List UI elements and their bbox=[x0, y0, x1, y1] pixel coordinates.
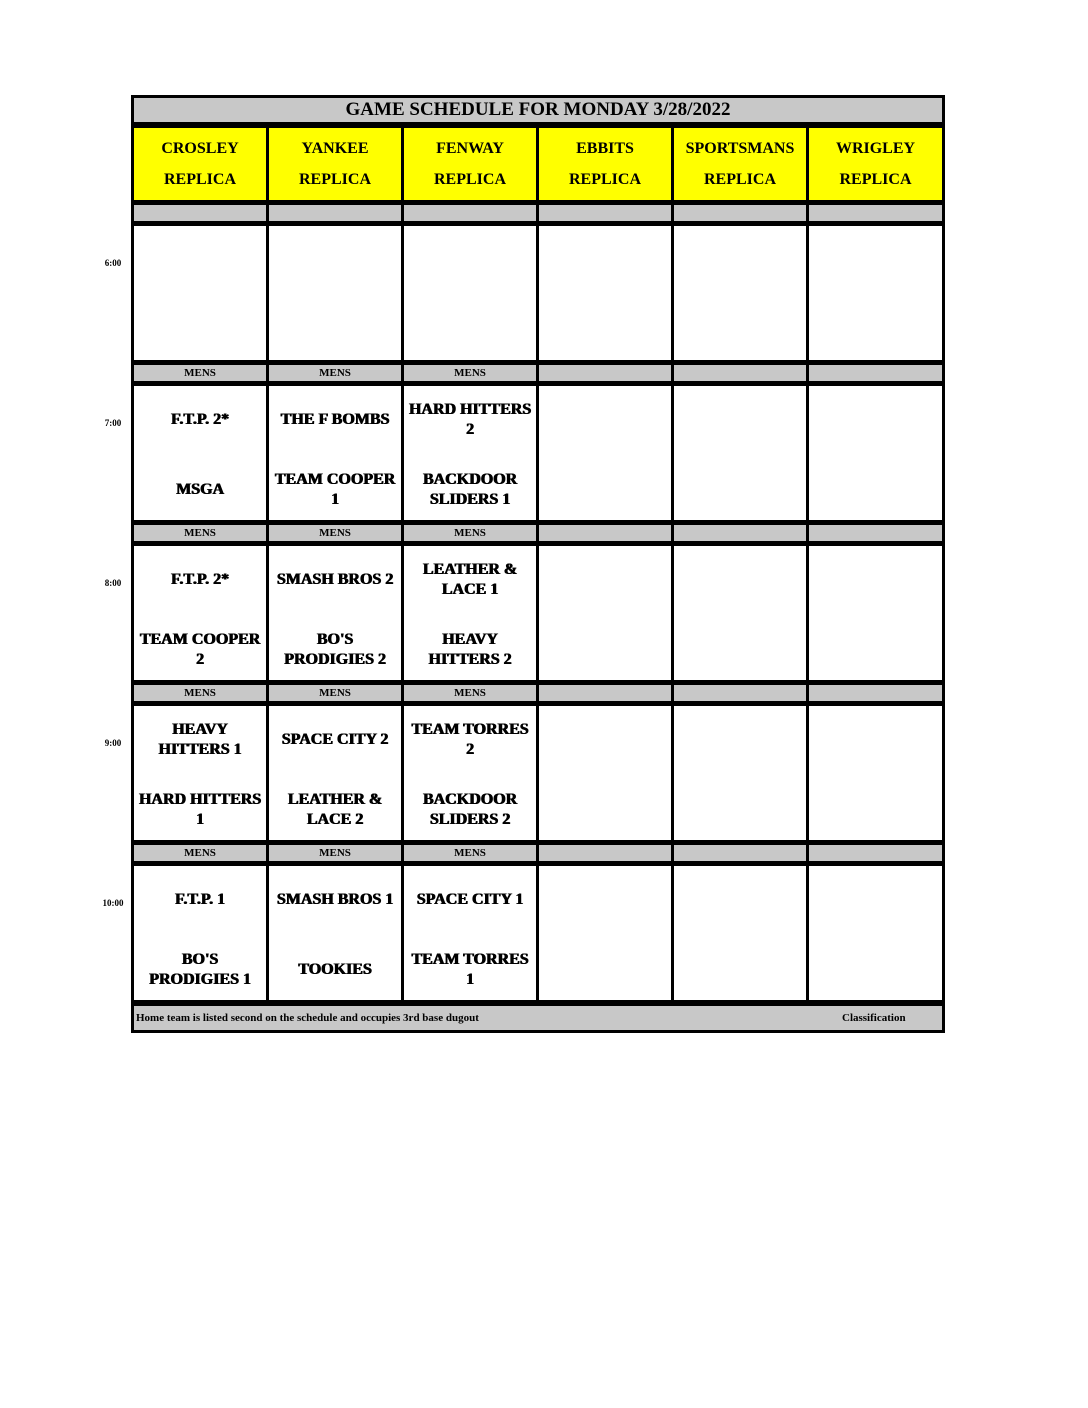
game-cell bbox=[671, 703, 809, 843]
game-row bbox=[131, 703, 945, 843]
game-cell bbox=[131, 383, 269, 523]
classification-cell bbox=[266, 203, 404, 223]
home-team: BO'S PRODIGIES 1 bbox=[149, 951, 251, 988]
game-cell bbox=[671, 223, 809, 363]
venue-header-sportsmans bbox=[671, 125, 809, 203]
schedule-table bbox=[131, 95, 945, 1036]
away-team bbox=[541, 712, 669, 768]
time-label: 8:00 bbox=[104, 578, 122, 588]
away-team bbox=[406, 232, 534, 288]
game-cell bbox=[806, 543, 945, 683]
classification-cell bbox=[536, 843, 674, 863]
classification-cell bbox=[536, 203, 674, 223]
home-team bbox=[811, 462, 940, 518]
game-cell bbox=[401, 383, 539, 523]
game-cell bbox=[131, 703, 269, 843]
classification-cell bbox=[806, 683, 945, 703]
classification-cell bbox=[806, 203, 945, 223]
classification-cell bbox=[401, 203, 539, 223]
away-team bbox=[541, 392, 669, 448]
home-team: TEAM COOPER 2 bbox=[139, 631, 261, 668]
time-label: 10:00 bbox=[102, 898, 124, 908]
away-team bbox=[676, 712, 804, 768]
home-team bbox=[406, 302, 534, 358]
venue-sub: REPLICA bbox=[703, 171, 776, 188]
classification-cell: MENS bbox=[401, 683, 539, 703]
classification-cell bbox=[671, 523, 809, 543]
venue-sub: REPLICA bbox=[839, 171, 912, 188]
venue-name: SPORTSMANS bbox=[685, 140, 795, 157]
game-cell bbox=[806, 383, 945, 523]
venue-header-fenway bbox=[401, 125, 539, 203]
home-team bbox=[676, 622, 804, 678]
away-team: HEAVY HITTERS 1 bbox=[158, 721, 242, 758]
game-row bbox=[131, 383, 945, 523]
home-team: TOOKIES bbox=[298, 961, 372, 978]
home-team: TEAM TORRES 1 bbox=[411, 951, 529, 988]
venue-name: WRIGLEY bbox=[835, 140, 916, 157]
game-cell bbox=[266, 703, 404, 843]
home-team bbox=[676, 942, 804, 998]
game-cell bbox=[536, 863, 674, 1003]
classification-cell bbox=[671, 683, 809, 703]
game-cell bbox=[536, 543, 674, 683]
away-team bbox=[271, 232, 399, 288]
home-team-note: Home team is listed second on the schedule and occupies 3rd base dugout bbox=[136, 1012, 479, 1024]
away-team bbox=[811, 712, 940, 768]
game-cell bbox=[671, 383, 809, 523]
game-cell bbox=[401, 543, 539, 683]
away-team bbox=[676, 232, 804, 288]
away-team bbox=[676, 872, 804, 928]
classification-cell: MENS bbox=[266, 523, 404, 543]
schedule-footer bbox=[131, 1003, 945, 1033]
away-team: LEATHER & LACE 1 bbox=[422, 561, 518, 598]
away-team bbox=[811, 872, 940, 928]
venue-header-row bbox=[131, 125, 945, 203]
venue-header-crosley bbox=[131, 125, 269, 203]
game-cell bbox=[536, 223, 674, 363]
game-cell bbox=[806, 223, 945, 363]
game-cell bbox=[131, 543, 269, 683]
away-team: THE F BOMBS bbox=[280, 411, 390, 428]
home-team: BO'S PRODIGIES 2 bbox=[284, 631, 386, 668]
home-team: BACKDOOR SLIDERS 2 bbox=[422, 791, 518, 828]
classification-row bbox=[131, 203, 945, 223]
classification-cell: MENS bbox=[131, 843, 269, 863]
classification-cell bbox=[536, 523, 674, 543]
venue-sub: REPLICA bbox=[298, 171, 371, 188]
home-team bbox=[541, 462, 669, 518]
venue-name: EBBITS bbox=[576, 140, 634, 157]
classification-cell: MENS bbox=[266, 843, 404, 863]
venue-sub: REPLICA bbox=[568, 171, 641, 188]
classification-cell bbox=[671, 363, 809, 383]
away-team: SPACE CITY 2 bbox=[281, 731, 389, 748]
away-team bbox=[541, 872, 669, 928]
home-team bbox=[136, 302, 264, 358]
away-team bbox=[811, 232, 940, 288]
away-team bbox=[676, 552, 804, 608]
time-label: 9:00 bbox=[104, 738, 122, 748]
classification-cell: MENS bbox=[401, 523, 539, 543]
home-team bbox=[541, 302, 669, 358]
game-row bbox=[131, 223, 945, 363]
home-team bbox=[541, 942, 669, 998]
classification-cell bbox=[536, 683, 674, 703]
home-team bbox=[676, 462, 804, 518]
game-cell bbox=[266, 863, 404, 1003]
game-row bbox=[131, 543, 945, 683]
game-cell bbox=[401, 863, 539, 1003]
classification-row bbox=[131, 523, 945, 543]
home-team: HEAVY HITTERS 2 bbox=[428, 631, 512, 668]
classification-cell bbox=[806, 523, 945, 543]
venue-sub: REPLICA bbox=[163, 171, 236, 188]
game-cell bbox=[536, 703, 674, 843]
home-team: BACKDOOR SLIDERS 1 bbox=[422, 471, 518, 508]
home-team bbox=[676, 302, 804, 358]
classification-cell: MENS bbox=[266, 363, 404, 383]
home-team: HARD HITTERS 1 bbox=[138, 791, 262, 828]
home-team bbox=[676, 782, 804, 838]
classification-cell bbox=[671, 203, 809, 223]
classification-row bbox=[131, 843, 945, 863]
away-team: TEAM TORRES 2 bbox=[411, 721, 529, 758]
game-cell bbox=[266, 543, 404, 683]
home-team bbox=[811, 622, 940, 678]
classification-cell: MENS bbox=[131, 523, 269, 543]
away-team: SPACE CITY 1 bbox=[416, 891, 524, 908]
classification-cell bbox=[131, 203, 269, 223]
home-team: TEAM COOPER 1 bbox=[274, 471, 396, 508]
away-team: F.T.P. 2* bbox=[170, 411, 230, 428]
away-team: SMASH BROS 2 bbox=[276, 571, 394, 588]
venue-name: FENWAY bbox=[436, 140, 504, 157]
game-cell bbox=[671, 863, 809, 1003]
home-team: LEATHER & LACE 2 bbox=[287, 791, 383, 828]
game-cell bbox=[806, 863, 945, 1003]
classification-label: Classification bbox=[842, 1012, 906, 1024]
classification-cell: MENS bbox=[266, 683, 404, 703]
game-row bbox=[131, 863, 945, 1003]
away-team bbox=[136, 232, 264, 288]
venue-header-wrigley bbox=[806, 125, 945, 203]
game-cell bbox=[131, 223, 269, 363]
venue-name: CROSLEY bbox=[161, 140, 239, 157]
classification-cell bbox=[671, 843, 809, 863]
classification-cell: MENS bbox=[131, 363, 269, 383]
venue-name: YANKEE bbox=[301, 140, 369, 157]
home-team bbox=[541, 622, 669, 678]
classification-row bbox=[131, 683, 945, 703]
classification-cell: MENS bbox=[401, 363, 539, 383]
game-cell bbox=[401, 703, 539, 843]
away-team bbox=[541, 552, 669, 608]
away-team bbox=[541, 232, 669, 288]
classification-cell bbox=[806, 363, 945, 383]
classification-cell bbox=[536, 363, 674, 383]
home-team bbox=[271, 302, 399, 358]
away-team bbox=[811, 392, 940, 448]
time-label: 7:00 bbox=[104, 418, 122, 428]
away-team bbox=[676, 392, 804, 448]
classification-cell: MENS bbox=[131, 683, 269, 703]
time-label: 6:00 bbox=[104, 258, 122, 268]
game-cell bbox=[671, 543, 809, 683]
away-team bbox=[811, 552, 940, 608]
game-cell bbox=[131, 863, 269, 1003]
away-team: F.T.P. 1 bbox=[174, 891, 226, 908]
classification-row bbox=[131, 363, 945, 383]
game-cell bbox=[536, 383, 674, 523]
venue-header-yankee bbox=[266, 125, 404, 203]
home-team: MSGA bbox=[176, 481, 224, 498]
away-team: SMASH BROS 1 bbox=[276, 891, 394, 908]
classification-cell bbox=[806, 843, 945, 863]
venue-header-ebbits bbox=[536, 125, 674, 203]
home-team bbox=[811, 782, 940, 838]
game-cell bbox=[266, 383, 404, 523]
classification-cell: MENS bbox=[401, 843, 539, 863]
game-cell bbox=[266, 223, 404, 363]
game-cell bbox=[806, 703, 945, 843]
venue-sub: REPLICA bbox=[433, 171, 506, 188]
home-team bbox=[811, 302, 940, 358]
away-team: F.T.P. 2* bbox=[170, 571, 230, 588]
home-team bbox=[541, 782, 669, 838]
game-cell bbox=[401, 223, 539, 363]
away-team: HARD HITTERS 2 bbox=[408, 401, 532, 438]
schedule-title: GAME SCHEDULE FOR MONDAY 3/28/2022 bbox=[131, 95, 945, 125]
home-team bbox=[811, 942, 940, 998]
